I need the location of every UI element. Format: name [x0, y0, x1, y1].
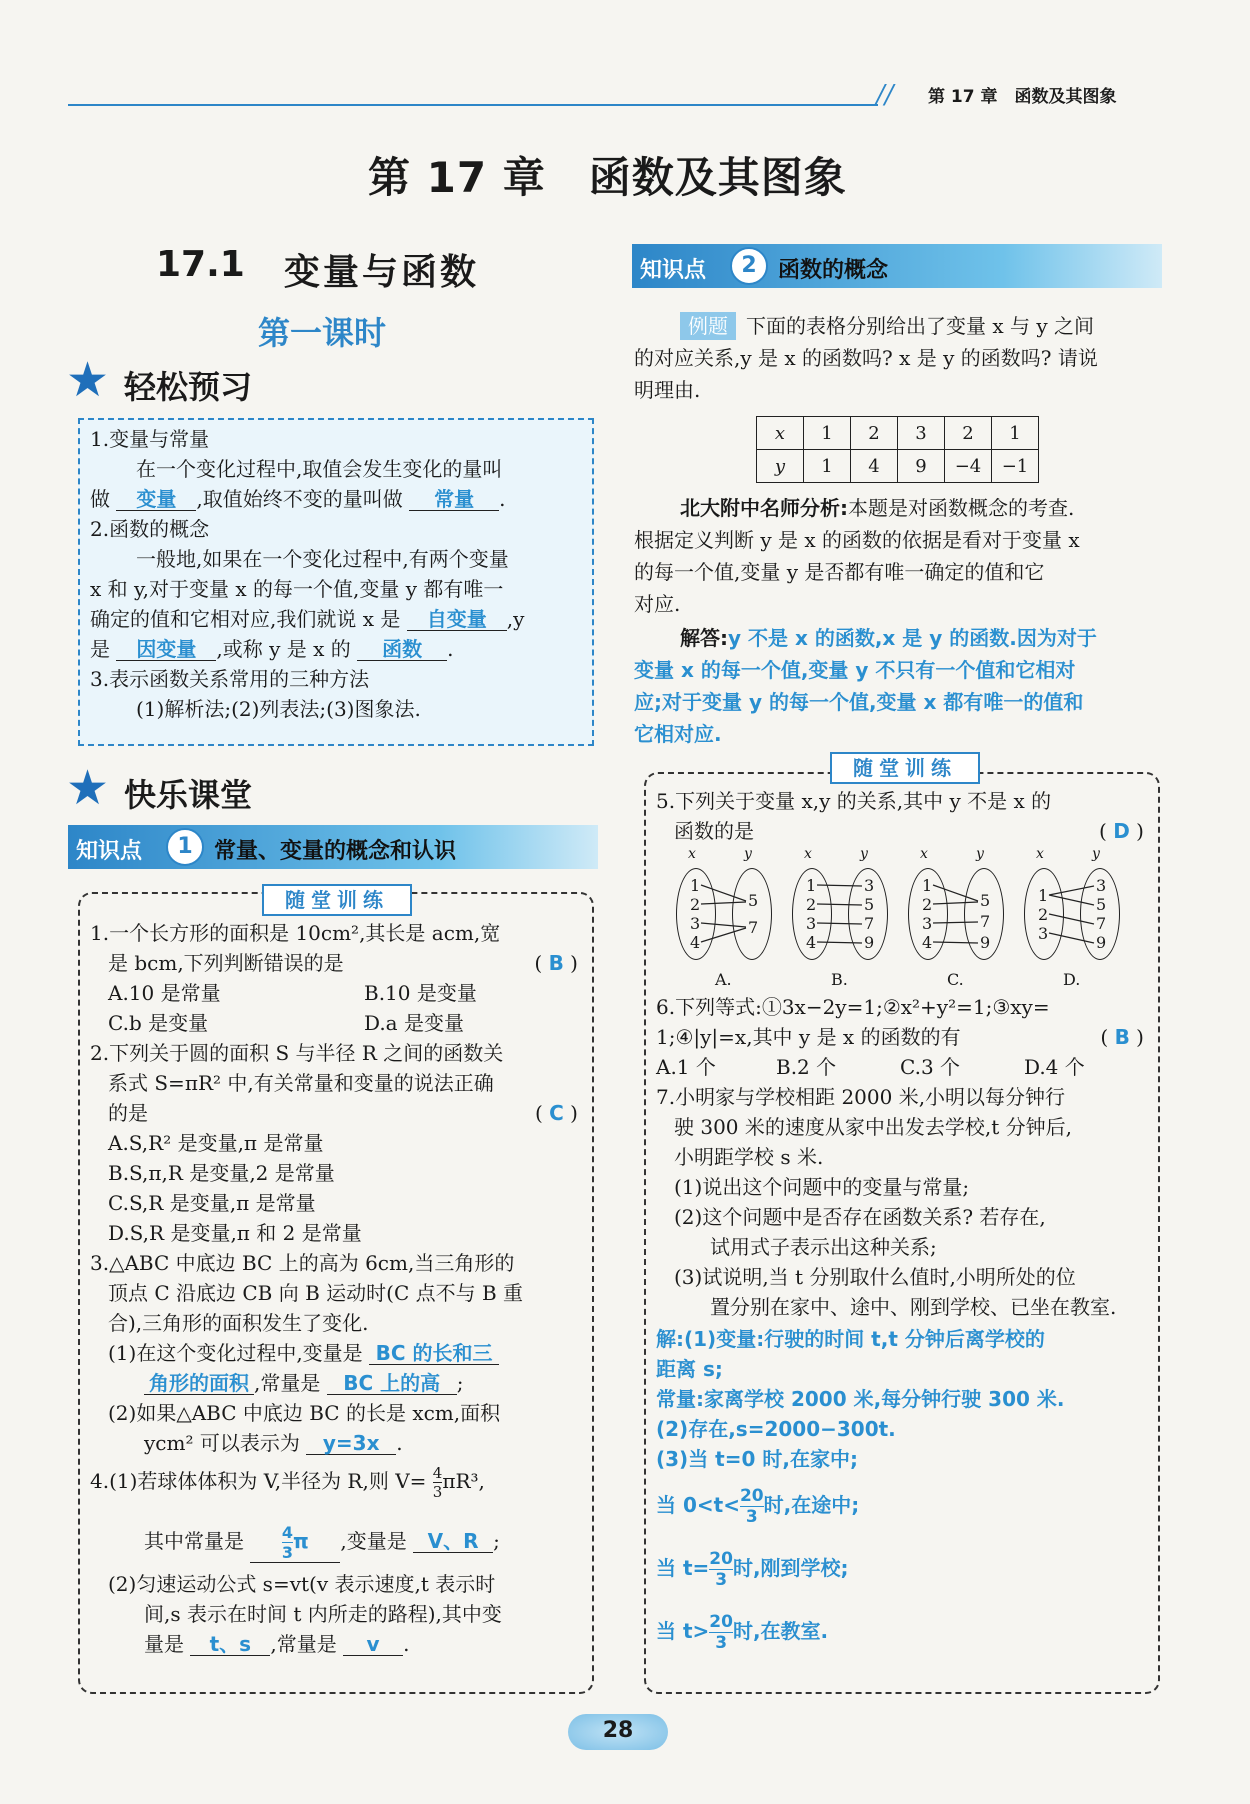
analysis-line4: 对应. [634, 592, 681, 616]
q4-part2-line2: 间,s 表示在时间 t 内所走的路程),其中变 [144, 1602, 502, 1626]
diagram-value: 5 [1096, 895, 1107, 914]
analysis-line3: 的每一个值,变量 y 是否都有唯一确定的值和它 [634, 560, 1045, 584]
q7-part3-line1: (3)试说明,当 t 分别取什么值时,小明所处的位 [674, 1265, 1076, 1289]
table-cell: 4 [851, 450, 898, 483]
q7-part1: (1)说出这个问题中的变量与常量; [674, 1175, 970, 1199]
solution-line4: 它相对应. [634, 722, 722, 746]
analysis-label: 北大附中名师分析: [680, 496, 848, 520]
preview-item2-line4 [90, 634, 584, 664]
q1-options-row2 [90, 1008, 584, 1038]
kp2-title: 函数的概念 [778, 258, 889, 283]
diagram-label: C. [947, 970, 964, 989]
text: y 不是 x 的函数,x 是 y 的函数.因为对于 [728, 626, 1097, 650]
q6-option-a: A.1 个 [656, 1055, 716, 1079]
classroom-heading: 快乐课堂 [124, 776, 253, 814]
q7-part2-line2: 试用式子表示出这种关系; [710, 1235, 937, 1259]
table-cell: −4 [945, 450, 992, 483]
q4-part2-line3 [90, 1629, 584, 1659]
diagram-d [1018, 846, 1128, 996]
text: 是 bcm,下列判断错误的是 [108, 951, 344, 975]
diagram-value: 3 [806, 914, 817, 933]
analysis-line1 [634, 492, 1164, 524]
table-cell: 1 [804, 450, 851, 483]
q6-options [656, 1052, 1150, 1082]
kp2-number: 2 [730, 247, 768, 285]
diagram-y-label: y [1092, 846, 1100, 862]
kp2-label: 知识点 [640, 258, 707, 283]
left-questions [90, 918, 584, 1659]
preview-item2-line2: x 和 y,对于变量 x 的每一个值,变量 y 都有唯一 [90, 577, 504, 601]
diagram-label: B. [831, 970, 848, 989]
text: 确定的值和它相对应,我们就说 x 是 [90, 607, 401, 631]
q6-line1: 6.下列等式:①3x−2y=1;②x²+y²=1;③xy= [656, 995, 1050, 1019]
q3-part1-line2 [90, 1368, 584, 1398]
text: πR³, [442, 1469, 485, 1493]
answer-blank: v [343, 1633, 403, 1656]
q2-option-c: C.S,R 是变量,π 是常量 [108, 1191, 316, 1215]
q3-part1-line1 [90, 1338, 584, 1368]
q2-line3 [90, 1098, 584, 1128]
text: 其中常量是 [144, 1529, 244, 1553]
text: 本题是对函数概念的考查. [848, 496, 1075, 520]
star-icon: ★ [66, 352, 110, 408]
answer-blank [250, 1523, 340, 1563]
q6-option-b: B.2 个 [776, 1055, 837, 1079]
diagram-c [902, 846, 1012, 996]
q7-solution-line4: (2)存在,s=2000−300t. [656, 1417, 896, 1441]
q6-option-d: D.4 个 [1024, 1055, 1085, 1079]
preview-item2-line3 [90, 604, 584, 634]
text: ; [456, 1371, 464, 1395]
diagram-value: 2 [690, 895, 701, 914]
q2-line1: 2.下列关于圆的面积 S 与半径 R 之间的函数关 [90, 1041, 504, 1065]
text: 当 t> [656, 1619, 710, 1643]
table-cell: 1 [804, 417, 851, 450]
text: ; [493, 1529, 500, 1553]
header-slash: // [876, 80, 894, 110]
table-cell: 2 [945, 417, 992, 450]
diagram-y-label: y [976, 846, 984, 862]
example-line3: 明理由. [634, 378, 701, 402]
diagram-value: 4 [690, 933, 701, 952]
diagram-value: 1 [1038, 886, 1049, 905]
answer-blank: 函数 [357, 638, 447, 661]
solution-line1 [634, 622, 1164, 654]
q2-answer: C [549, 1101, 564, 1125]
fraction-den: 3 [715, 1633, 728, 1653]
solution-label: 解答: [680, 626, 728, 650]
table-cell: 9 [898, 450, 945, 483]
q7-solution-line1: 解:(1)变量:行驶的时间 t,t 分钟后离学校的 [656, 1327, 1045, 1351]
kp1-number: 1 [166, 828, 204, 866]
lesson-title: 第一课时 [258, 314, 387, 352]
fraction [740, 1486, 764, 1527]
diagram-value: 3 [922, 914, 933, 933]
preview-heading: 轻松预习 [124, 368, 253, 406]
example-line2: 的对应关系,y 是 x 的函数吗? x 是 y 的函数吗? 请说 [634, 346, 1098, 370]
preview-item1-text-a: 在一个变化过程中,取值会发生变化的量叫 [136, 457, 503, 481]
diagram-label: A. [715, 970, 732, 989]
q7-solution-line8 [656, 1612, 1150, 1653]
diagram-a [670, 846, 780, 996]
fraction-den: 3 [281, 1543, 294, 1562]
q6-line2 [656, 1022, 1150, 1052]
q3-line3: 合),三角形的面积发生了变化. [108, 1311, 369, 1335]
table-cell: 3 [898, 417, 945, 450]
q7-line2: 驶 300 米的速度从家中出发去学校,t 分钟后, [674, 1115, 1072, 1139]
text: ,变量是 [340, 1529, 407, 1553]
q2-line2: 系式 S=πR² 中,有关常量和变量的说法正确 [108, 1071, 494, 1095]
diagram-value: 1 [806, 876, 817, 895]
table-row [757, 417, 1039, 450]
table-row [757, 450, 1039, 483]
section-number: 17.1 [156, 244, 245, 285]
q1-option-b: B.10 是变量 [364, 981, 477, 1005]
text: 当 t= [656, 1556, 710, 1580]
diagram-value: 1 [690, 876, 701, 895]
diagram-b [786, 846, 896, 996]
diagram-value: 7 [1096, 914, 1107, 933]
text: 时,在途中; [763, 1493, 860, 1517]
answer-blank: 因变量 [116, 638, 216, 661]
diagram-label: D. [1063, 970, 1081, 989]
q1-line1: 1.一个长方形的面积是 10cm²,其长是 acm,宽 [90, 921, 501, 945]
fraction [709, 1612, 733, 1653]
q7-solution-line6 [656, 1486, 1150, 1527]
practice-badge: 随堂训练 [830, 752, 980, 784]
diagram-x-label: x [804, 846, 812, 862]
text: 1;④|y|=x,其中 y 是 x 的函数的有 [656, 1025, 961, 1049]
q7-line3: 小明距学校 s 米. [674, 1145, 824, 1169]
q1-option-a: A.10 是常量 [108, 981, 221, 1005]
diagram-value: 2 [806, 895, 817, 914]
fraction-num: 20 [709, 1612, 733, 1632]
answer-blank: 自变量 [407, 608, 507, 631]
q2-answer-paren: ( C ) [534, 1101, 578, 1125]
q5-line1: 5.下列关于变量 x,y 的关系,其中 y 不是 x 的 [656, 789, 1052, 813]
mapping-diagrams [670, 846, 1150, 996]
example-badge: 例题 [680, 312, 736, 340]
section-title: 变量与函数 [284, 252, 480, 293]
example-block [634, 310, 1164, 406]
diagram-value: 3 [690, 914, 701, 933]
text: ,常量是 [270, 1632, 337, 1656]
q1-option-c: C.b 是变量 [108, 1011, 209, 1035]
fraction-den: 3 [432, 1483, 443, 1501]
q7-line1: 7.小明家与学校相距 2000 米,小明以每分钟行 [656, 1085, 1066, 1109]
q3-line1: 3.△ABC 中底边 BC 上的高为 6cm,当三角形的 [90, 1251, 515, 1275]
diagram-x-label: x [920, 846, 928, 862]
preview-item2-title: 2.函数的概念 [90, 517, 210, 541]
practice-badge: 随堂训练 [262, 884, 412, 916]
diagram-value: 7 [864, 914, 875, 933]
q5-answer: D [1113, 819, 1130, 843]
table-cell: 2 [851, 417, 898, 450]
preview-item1-title: 1.变量与常量 [90, 427, 210, 451]
diagram-value: 4 [806, 933, 817, 952]
text: 时,在教室. [732, 1619, 829, 1643]
kp2-bar [632, 244, 1162, 288]
q1-line2 [90, 948, 584, 978]
text: ,或称 y 是 x 的 [216, 637, 351, 661]
text: ycm² 可以表示为 [144, 1431, 300, 1455]
text: ,取值始终不变的量叫做 [196, 487, 403, 511]
answer-blank: 角形的面积 [144, 1372, 254, 1395]
kp1-label: 知识点 [76, 839, 143, 864]
text: (1)在这个变化过程中,变量是 [108, 1341, 363, 1365]
answer-blank: V、R [413, 1530, 493, 1553]
q2-option-b: B.S,π,R 是变量,2 是常量 [108, 1161, 335, 1185]
table-header-y: y [757, 450, 804, 483]
q7-part3-line2: 置分别在家中、途中、刚到学校、已坐在教室. [710, 1295, 1117, 1319]
pi: π [293, 1529, 309, 1553]
diagram-value: 2 [1038, 905, 1049, 924]
q7-solution-line7 [656, 1549, 1150, 1590]
q6-q7-block [656, 992, 1150, 1653]
text: ,常量是 [254, 1371, 321, 1395]
answer-blank: t、s [190, 1633, 270, 1656]
example-line1 [634, 310, 1164, 342]
text: . [403, 1632, 410, 1656]
fraction-num: 4 [432, 1464, 443, 1482]
diagram-x-label: x [1036, 846, 1044, 862]
solution-line3: 应;对于变量 y 的每一个值,变量 x 都有唯一的值和 [634, 690, 1084, 714]
q1-answer: B [548, 951, 564, 975]
chapter-title: 第 17 章 函数及其图象 [368, 153, 847, 202]
preview-item3-text: (1)解析法;(2)列表法;(3)图象法. [136, 697, 421, 721]
header-chapter-tag: 第 17 章 函数及其图象 [928, 87, 1117, 107]
star-icon: ★ [66, 760, 110, 816]
table-cell: −1 [992, 450, 1039, 483]
analysis-line2: 根据定义判断 y 是 x 的函数的依据是看对于变量 x [634, 528, 1080, 552]
diagram-value: 5 [748, 891, 759, 910]
q4-part1-line2 [90, 1523, 584, 1563]
q1-options-row1 [90, 978, 584, 1008]
text: 做 [90, 487, 110, 511]
diagram-value: 5 [980, 891, 991, 910]
q6-option-c: C.3 个 [900, 1055, 961, 1079]
table-cell: 1 [992, 417, 1039, 450]
diagram-x-label: x [688, 846, 696, 862]
diagram-value: 9 [864, 933, 875, 952]
solution-line2: 变量 x 的每一个值,变量 y 不只有一个值和它相对 [634, 658, 1076, 682]
text: . [447, 637, 454, 661]
diagram-value: 1 [922, 876, 933, 895]
text: 的是 [108, 1101, 148, 1125]
diagram-y-label: y [744, 846, 752, 862]
q3-line2: 顶点 C 沿底边 CB 向 B 运动时(C 点不与 B 重 [108, 1281, 524, 1305]
fraction-num: 20 [739, 1486, 764, 1506]
q1-option-d: D.a 是变量 [364, 1011, 464, 1035]
q7-solution-line5: (3)当 t=0 时,在家中; [656, 1447, 858, 1471]
text: ,y [506, 607, 525, 631]
text: . [499, 487, 506, 511]
preview-item3-title: 3.表示函数关系常用的三种方法 [90, 667, 370, 691]
diagram-value: 3 [864, 876, 875, 895]
q1-answer-paren: ( B ) [534, 951, 578, 975]
diagram-value: 7 [748, 918, 759, 937]
fraction-num: 4 [281, 1523, 294, 1542]
answer-blank: 常量 [409, 488, 499, 511]
q7-solution-line3: 常量:家离学校 2000 米,每分钟行驶 300 米. [656, 1387, 1065, 1411]
q4-part2-line1: (2)匀速运动公式 s=vt(v 表示速度,t 表示时 [108, 1572, 496, 1596]
diagram-value: 9 [980, 933, 991, 952]
text: 下面的表格分别给出了变量 x 与 y 之间 [746, 314, 1095, 338]
text: 是 [90, 637, 110, 661]
answer-blank: BC 的长和三 [369, 1342, 499, 1365]
diagram-value: 9 [1096, 933, 1107, 952]
page-number: 28 [602, 1718, 634, 1743]
example-table [756, 416, 1039, 483]
diagram-value: 3 [1038, 924, 1049, 943]
diagram-value: 5 [864, 895, 875, 914]
fraction-den: 3 [715, 1570, 728, 1590]
q6-answer-paren: ( B ) [1100, 1025, 1144, 1049]
diagram-y-label: y [860, 846, 868, 862]
kp1-title: 常量、变量的概念和认识 [214, 839, 457, 864]
q3-part2-line2 [90, 1428, 584, 1458]
text: . [396, 1431, 403, 1455]
answer-blank: y=3x [306, 1432, 396, 1455]
answer-blank: 变量 [116, 488, 196, 511]
text: 当 0<t< [656, 1493, 740, 1517]
table-header-x: x [757, 417, 804, 450]
fraction [709, 1549, 733, 1590]
diagram-value: 3 [1096, 876, 1107, 895]
header-rule [68, 104, 878, 106]
diagram-value: 4 [922, 933, 933, 952]
preview-item1-line [90, 484, 584, 514]
q7-part2-line1: (2)这个问题中是否存在函数关系? 若存在, [674, 1205, 1046, 1229]
text: 函数的是 [674, 819, 754, 843]
fraction-num: 20 [709, 1549, 733, 1569]
q5-answer-paren: ( D ) [1099, 819, 1144, 843]
diagram-value: 2 [922, 895, 933, 914]
q6-answer: B [1114, 1025, 1130, 1049]
q3-part2-line1: (2)如果△ABC 中底边 BC 的长是 xcm,面积 [108, 1401, 501, 1425]
preview-item2-line1: 一般地,如果在一个变化过程中,有两个变量 [136, 547, 509, 571]
preview-content [90, 424, 584, 724]
text: 4.(1)若球体体积为 V,半径为 R,则 V= [90, 1469, 427, 1493]
analysis-block [634, 492, 1164, 750]
q5-block [656, 786, 1150, 846]
text: 量是 [144, 1632, 184, 1656]
answer-blank: BC 上的高 [327, 1372, 457, 1395]
q4-part1-line1 [90, 1464, 584, 1501]
fraction [433, 1464, 443, 1501]
fraction [282, 1523, 293, 1562]
q2-option-d: D.S,R 是变量,π 和 2 是常量 [108, 1221, 362, 1245]
text: 时,刚到学校; [732, 1556, 849, 1580]
q5-line2 [656, 816, 1150, 846]
fraction-den: 3 [745, 1507, 758, 1527]
diagram-value: 7 [980, 912, 991, 931]
q7-solution-line2: 距离 s; [656, 1357, 723, 1381]
q2-option-a: A.S,R² 是变量,π 是常量 [108, 1131, 324, 1155]
